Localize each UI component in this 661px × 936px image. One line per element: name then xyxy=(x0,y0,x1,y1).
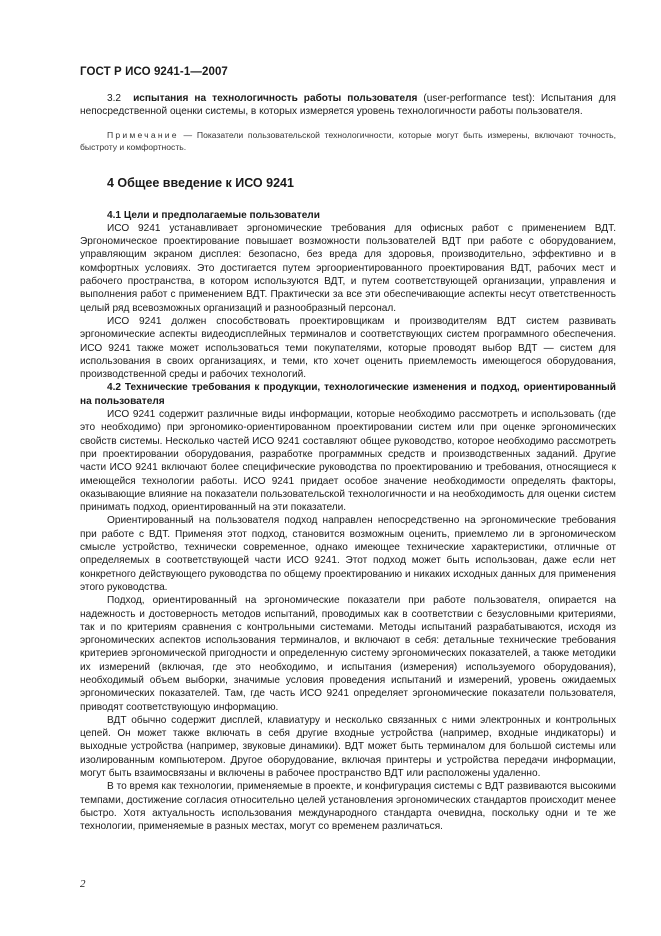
subsection-4-2-title: 4.2 Технические требования к продукции, технологические изменения и подход, ориентированный на пользователя xyxy=(80,382,616,407)
paragraph: Подход, ориентированный на эргономические показатели при работе пользователя, опирается на надежность и достоверность методов испытаний, проводимых как в соответствии с безусловными критериями, так и по критериям сравнения с контрольными системами. Методы испытаний разрабатываются, исходя из эргономических аспектов использования терминалов, и включают в себя: детальные технические требования критериев эргономической пригодности и определенную систему эргономических показателей, а также методики их измерений (включая, где это необходимо, и испытания (измерения) используемого оборудования), необходимый объем выборки, значимые условия проведения испытаний и измерений, уровень ожидаемых эргономических показателей. Там, где часть ИСО 9241 определяет эргономические показатели пользователя, приводят соответствующую информацию. xyxy=(80,595,616,713)
page-content xyxy=(80,92,616,834)
term-number: 3.2 xyxy=(107,93,122,104)
paragraph: Ориентированный на пользователя подход направлен непосредственно на эргономические требования при работе с ВДТ. Применяя этот подход, становится возможным оценить, приемлемо ли в эргономическом смысле устройство, технически современное, однако имеющее технические характеристики, отличные от определяемых в соответствующей части ИСО 9241. Этот подход может быть использован, даже если нет конкретного действующего руководства по общему проектированию и никаких исходных данных для применения этого руководства. xyxy=(80,515,616,593)
term-text: (user-performance test): Испытания для непосредственной оценки системы, в которых измеряется уровень технологичности работы пользователя. xyxy=(80,93,616,118)
term-definition xyxy=(80,92,616,119)
term-name: испытания на технологичность работы пользователя xyxy=(133,93,418,104)
section-4-title: 4 Общее введение к ИСО 9241 xyxy=(107,175,294,190)
paragraph: ИСО 9241 содержит различные виды информации, которые необходимо рассмотреть и использовать (где это необходимо) при эргономико-ориентированном проектировании систем или при оценке эргономических свойств системы. Несколько частей ИСО 9241 составляют общее руководство, которое необходимо рассмотреть при проектировании оборудования, разработке программных средств и производственных заданий. Другие части ИСО 9241 включают более специфические руководства по проектированию и требования, относящиеся к имеющейся технологии работы. ИСО 9241 придает особое значение необходимости определять факторы, оказывающие влияние на показатели пользовательской технологичности и на необходимость для оценки систем принимать подход, ориентированный на эти показатели. xyxy=(80,409,616,514)
note xyxy=(80,129,616,153)
document-page xyxy=(80,0,616,936)
paragraph: В то время как технологии, применяемые в проекте, и конфигурация системы с ВДТ развиваются высокими темпами, достижение согласия относительно целей установления эргономических стандартов происходит менее быстро. Хотя актуальность использования международного стандарта очевидна, поскольку одни и те же технологии, применяемые в разных местах, могут со временем различаться. xyxy=(80,781,616,833)
paragraph: ИСО 9241 должен способствовать проектировщикам и производителям ВДТ систем развивать эргономические аспекты видеодисплейных терминалов и соответствующих систем программного обеспечения. ИСО 9241 также может использоваться теми покупателями, которые проводят выбор ВДТ — систем для использования в своих организациях, и теми, кто хочет оценить приемлемость имеющегося оборудования, производственной среды и рабочих технологий. xyxy=(80,315,616,381)
note-text: — Показатели пользовательской технологичности, которые могут быть измерены, включают точность, быстроту и комфортность. xyxy=(80,129,616,152)
subsection-4-1-title: 4.1 Цели и предполагаемые пользователи xyxy=(107,209,320,221)
running-header: ГОСТ Р ИСО 9241-1—2007 xyxy=(80,66,228,78)
paragraph: ВДТ обычно содержит дисплей, клавиатуру и несколько связанных с ними электронных и контрольных цепей. Он может также включать в себя другие входные устройства (например, входные индикаторы) и выходные устройства (например, звуковые динамики). ВДТ может быть терминалом для большой системы или изолированным компьютером. Другое оборудование, включая принтеры и устройства передачи информации, могут быть взаимосвязаны и включены в рабочее пространство ВДТ или расположены удаленно. xyxy=(80,714,616,780)
page-number: 2 xyxy=(80,878,86,890)
paragraph: ИСО 9241 устанавливает эргономические требования для офисных работ с применением ВДТ. Эргономическое проектирование повышает возможности пользователей ВДТ при работе с оборудованием, управляющим экраном дисплея: безопасно, без вреда для здоровья, производительно, эффективно и в комфортных условиях. Это достигается путем эргоориентированного проектирования ВДТ, рабочих мест и рабочего пространства, в котором используются ВДТ, и путем соответствующей организации, управления и выполнения работ с применением ВДТ. Практически за все эти обеспечивающие аспекты несут ответственность целый ряд всевозможных организаций и разнообразный персонал. xyxy=(80,222,616,314)
note-label: Примечание xyxy=(107,129,179,140)
